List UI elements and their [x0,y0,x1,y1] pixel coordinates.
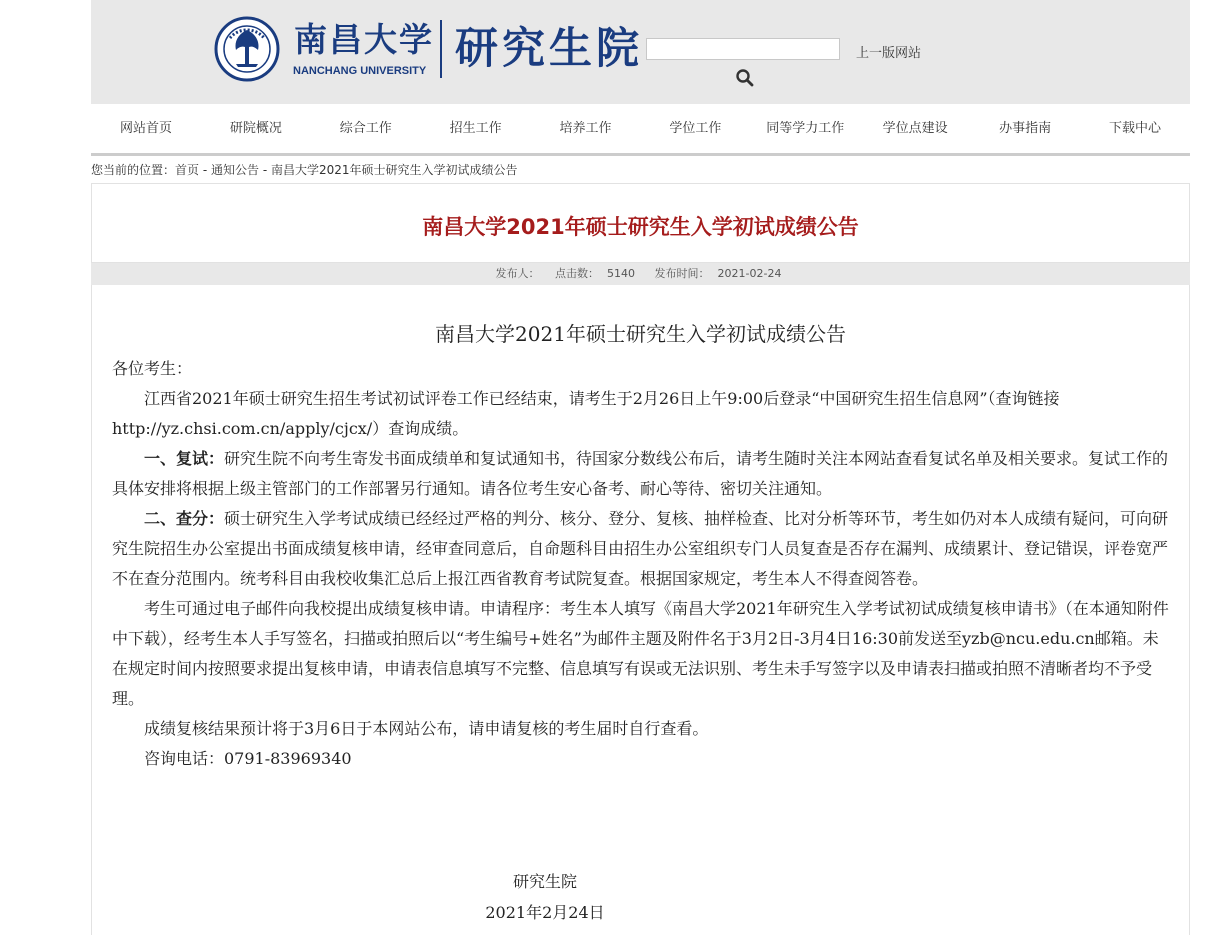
nav-item-degree-programs[interactable]: 学位点建设 [882,121,948,136]
search-input[interactable] [646,38,840,60]
nav-item-home[interactable]: 网站首页 [119,121,172,136]
university-name-en: NANCHANG UNIVERSITY [293,65,427,77]
breadcrumb-section[interactable]: 通知公告 [211,163,260,177]
article-meta [91,263,1190,285]
publish-date: 发布时间： 2021-02-24 [654,267,782,280]
university-name-cn: 南昌大学 [294,20,434,59]
main-nav [91,104,1190,154]
contact-phone: 咨询电话：0791-83969340 [144,749,352,768]
clicks-label: 点击数： 5140 [555,267,636,280]
article-title: 南昌大学2021年硕士研究生入学初试成绩公告 [435,322,846,346]
department-name: 研究生院 [455,24,643,74]
breadcrumb-prefix: 您当前的位置： [91,163,176,177]
nav-item-overview[interactable]: 研院概况 [229,121,282,136]
paragraph-5: 成绩复核结果预计将于3月6日于本网站公布，请申请复核的考生届时自行查看。 [144,719,709,738]
article-heading-box [91,183,1190,263]
publish-date-value: 2021-02-24 [717,267,782,280]
article-body [112,354,1174,774]
nav-item-training[interactable]: 培养工作 [559,121,612,136]
nav-item-guide[interactable]: 办事指南 [999,121,1052,136]
breadcrumb-separator: - [199,163,211,177]
paragraph-3-text: 硕士研究生入学考试成绩已经经过严格的判分、核分、登分、复核、抽样检查、比对分析等环节，考生如仍对本人成绩有疑问，可向研究生院招生办公室提出书面成绩复核申请，经审查同意后，自命题科目由招生办公室组织专门人员复查是否存在漏判、成绩累计、登记错误，评卷宽严不在查分范围内。统考科目由我校收集汇总后上报江西省教育考试院复查。根据国家规定，考生本人不得查阅答卷。 [112,509,1169,588]
paragraph-4: 考生可通过电子邮件向我校提出成绩复核申请。申请程序：考生本人填写《南昌大学2021年研究生入学考试初试成绩复核申请书》（在本通知附件中下载），经考生本人手写签名，扫描或拍照后以“考生编号+姓名”为邮件主题及附件名于3月2日-3月4日16:30前发送至yzb@ncu.edu.cn邮箱。未在规定时间内按照要求提出复核申请，申请表信息填写不完整、信息填写有误或无法识别、考生未手写签字以及申请表扫描或拍照不清晰者均不予受理。 [112,599,1169,708]
search-icon[interactable] [735,68,755,88]
paragraph-1: 江西省2021年硕士研究生招生考试初试评卷工作已经结束，请考生于2月26日上午9:00后登录“中国研究生招生信息网”（查询链接http://yz.chsi.com.cn/apply/cjcx/）查询成绩。 [112,389,1060,438]
signature-org: 研究生院 [512,872,577,891]
site-header [91,0,1190,104]
breadcrumb-current: 南昌大学2021年硕士研究生入学初试成绩公告 [270,163,518,177]
paragraph-2-label: 一、复试： [144,449,225,468]
nav-divider [91,153,1190,156]
article-heading: 南昌大学2021年硕士研究生入学初试成绩公告 [422,215,859,239]
nav-item-degree[interactable]: 学位工作 [669,121,722,136]
breadcrumb-separator: - [259,163,271,177]
logo-divider [440,20,442,78]
greeting: 各位考生： [112,359,193,378]
old-site-link[interactable]: 上一版网站 [856,46,922,61]
university-seal-icon [214,16,280,82]
breadcrumb [91,161,518,178]
breadcrumb-home[interactable]: 首页 [175,163,200,177]
nav-item-general[interactable]: 综合工作 [339,121,392,136]
click-count: 5140 [607,267,636,280]
nav-item-downloads[interactable]: 下载中心 [1108,121,1161,136]
nav-item-admissions[interactable]: 招生工作 [449,121,502,136]
paragraph-3-label: 二、查分： [144,509,225,528]
paragraph-3 [112,504,1174,594]
signature-date: 2021年2月24日 [485,903,605,922]
nav-item-equivalent[interactable]: 同等学力工作 [766,121,845,136]
paragraph-2-text: 研究生院不向考生寄发书面成绩单和复试通知书，待国家分数线公布后，请考生随时关注本网站查看复试名单及相关要求。复试工作的具体安排将根据上级主管部门的工作部署另行通知。请各位考生安心备考、耐心等待、密切关注通知。 [112,449,1169,498]
publisher-label: 发布人： [495,267,540,280]
paragraph-2 [112,444,1174,504]
